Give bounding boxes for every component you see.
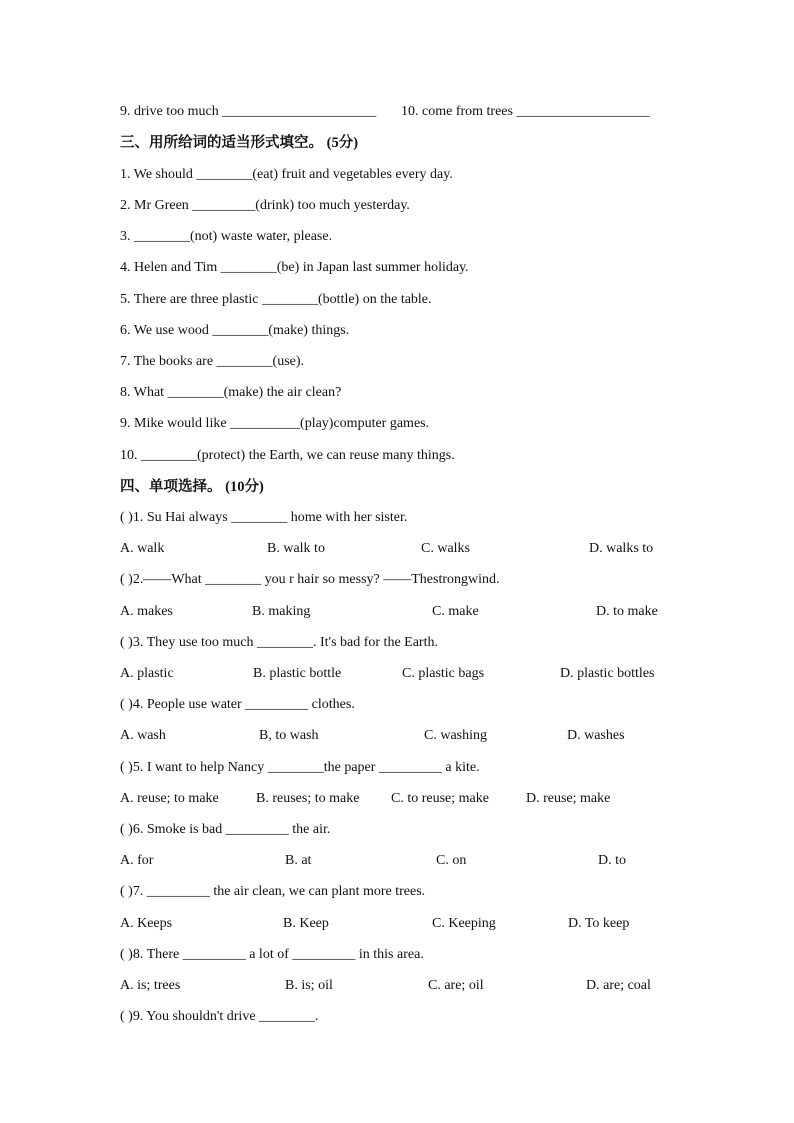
fill-item-5: 5. There are three plastic ________(bottle) on the table. xyxy=(120,292,432,307)
mc-q8-option-b: B. is; oil xyxy=(285,978,333,993)
fill-item-4: 4. Helen and Tim ________(be) in Japan last summer holiday. xyxy=(120,260,469,275)
mc-q1-option-b: B. walk to xyxy=(267,541,325,556)
mc-q7-option-d: D. To keep xyxy=(568,916,630,931)
mc-q6-option-b: B. at xyxy=(285,853,312,868)
mc-q6-option-d: D. to xyxy=(598,853,626,868)
mc-q8-option-d: D. are; coal xyxy=(586,978,651,993)
mc-q4-option-d: D. washes xyxy=(567,728,625,743)
mc-question-7: ( )7. _________ the air clean, we can plant more trees. xyxy=(120,884,426,899)
fill-item-3: 3. ________(not) waste water, please. xyxy=(120,229,333,244)
mc-q2-option-b: B. making xyxy=(252,604,311,619)
mc-question-2: ( )2.——What ________ you r hair so messy? ——Thestrongwind. xyxy=(120,572,500,587)
fill-item-10: 10. ________(protect) the Earth, we can reuse many things. xyxy=(120,448,455,463)
mc-q6-option-a: A. for xyxy=(120,853,154,868)
mc-q4-option-c: C. washing xyxy=(424,728,487,743)
mc-q1-option-a: A. walk xyxy=(120,541,165,556)
mc-q5-option-a: A. reuse; to make xyxy=(120,791,219,806)
mc-q5-option-d: D. reuse; make xyxy=(526,791,611,806)
fill-item-6: 6. We use wood ________(make) things. xyxy=(120,323,350,338)
fill-item-1: 1. We should ________(eat) fruit and vegetables every day. xyxy=(120,167,453,182)
mc-q3-option-d: D. plastic bottles xyxy=(560,666,655,681)
mc-question-4: ( )4. People use water _________ clothes. xyxy=(120,697,355,712)
mc-q3-option-a: A. plastic xyxy=(120,666,174,681)
mc-q3-option-b: B. plastic bottle xyxy=(253,666,342,681)
mc-question-9: ( )9. You shouldn't drive ________. xyxy=(120,1009,319,1024)
mc-question-5: ( )5. I want to help Nancy ________the paper _________ a kite. xyxy=(120,760,480,775)
mc-q5-option-b: B. reuses; to make xyxy=(256,791,360,806)
mc-q3-option-c: C. plastic bags xyxy=(402,666,485,681)
mc-q7-option-c: C. Keeping xyxy=(432,916,496,931)
mc-q2-option-d: D. to make xyxy=(596,604,658,619)
mc-q7-option-a: A. Keeps xyxy=(120,916,173,931)
section-3-title: 三、用所给词的适当形式填空。 (5分) xyxy=(120,135,359,151)
fill-item-2: 2. Mr Green _________(drink) too much yesterday. xyxy=(120,198,410,213)
mc-question-6: ( )6. Smoke is bad _________ the air. xyxy=(120,822,331,837)
mc-question-1: ( )1. Su Hai always ________ home with her sister. xyxy=(120,510,408,525)
mc-q2-option-c: C. make xyxy=(432,604,479,619)
part2-item-9: 9. drive too much ______________________ xyxy=(120,104,377,119)
mc-q1-option-d: D. walks to xyxy=(589,541,654,556)
fill-item-7: 7. The books are ________(use). xyxy=(120,354,305,369)
mc-question-8: ( )8. There _________ a lot of _________ in this area. xyxy=(120,947,424,962)
fill-item-9: 9. Mike would like __________(play)computer games. xyxy=(120,416,430,431)
mc-q4-option-a: A. wash xyxy=(120,728,166,743)
part2-item-10: 10. come from trees ___________________ xyxy=(401,104,650,119)
mc-q2-option-a: A. makes xyxy=(120,604,173,619)
mc-q6-option-c: C. on xyxy=(436,853,467,868)
section-4-title: 四、单项选择。 (10分) xyxy=(120,479,264,495)
mc-q8-option-c: C. are; oil xyxy=(428,978,484,993)
mc-question-3: ( )3. They use too much ________. It's bad for the Earth. xyxy=(120,635,438,650)
fill-item-8: 8. What ________(make) the air clean? xyxy=(120,385,342,400)
mc-q1-option-c: C. walks xyxy=(421,541,470,556)
mc-q7-option-b: B. Keep xyxy=(283,916,329,931)
mc-q4-option-b: B, to wash xyxy=(259,728,319,743)
mc-q5-option-c: C. to reuse; make xyxy=(391,791,489,806)
mc-q8-option-a: A. is; trees xyxy=(120,978,181,993)
